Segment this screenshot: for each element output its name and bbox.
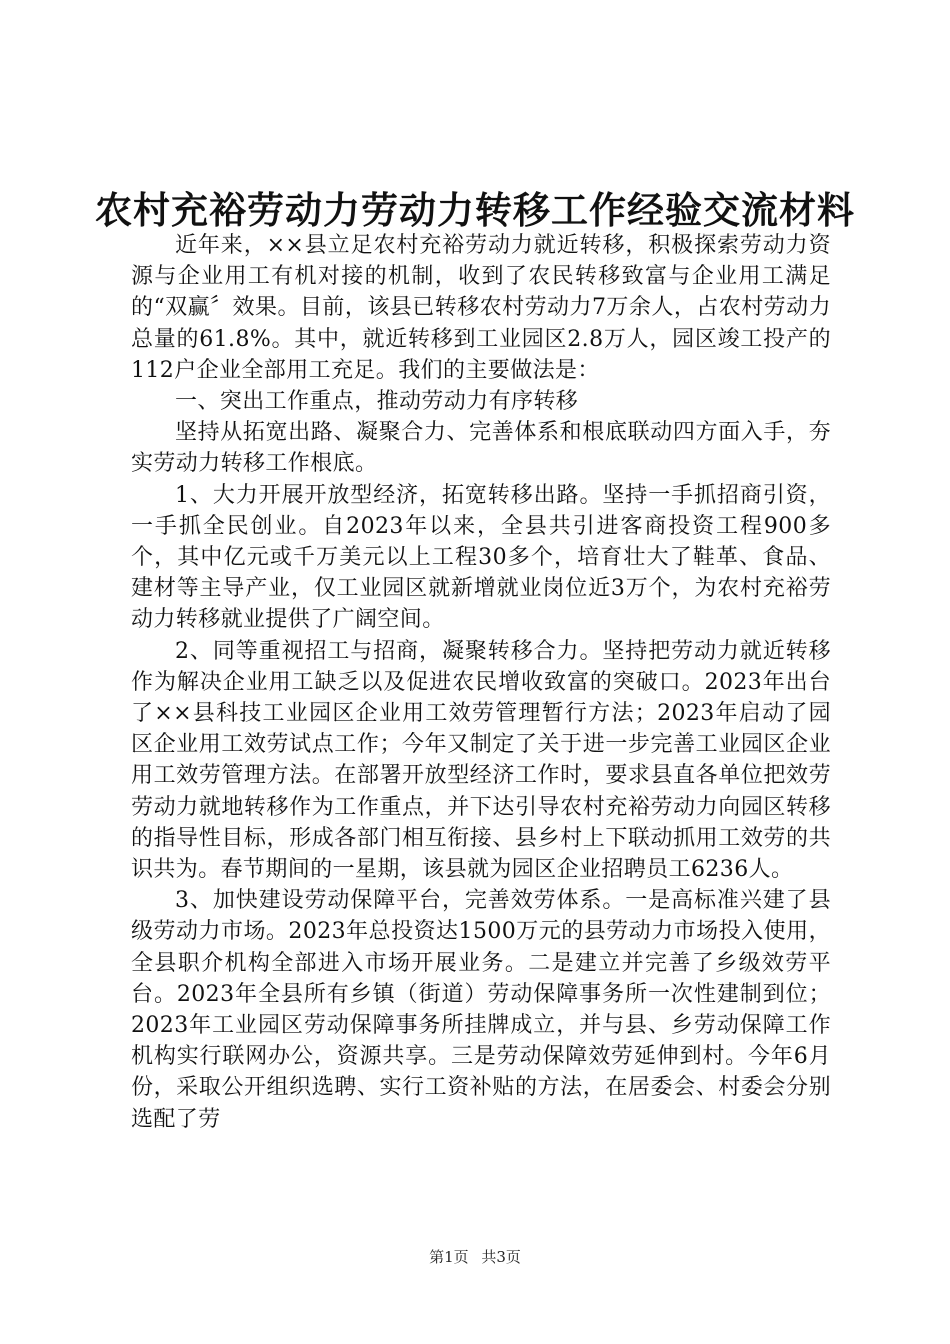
paragraph-item-3: 3、加快建设劳动保障平台，完善效劳体系。一是高标准兴建了县级劳动力市场。2023年总投资达1500万元的县劳动力市场投入使用，全县职介机构全部进入市场开展业务。二是建立并完善了乡级效劳平台。2023年全县所有乡镇（街道）劳动保障事务所一次性建制到位；2023年工业园区劳动保障事务所挂牌成立，并与县、乡劳动保障工作机构实行联网办公，资源共享。三是劳动保障效劳延伸到村。今年6月份，采取公开组织选聘、实行工资补贴的方法，在居委会、村委会分别选配了劳 [131,888,831,1132]
page-footer [0,1247,950,1267]
paragraph-item-2: 2、同等重视招工与招商，凝聚转移合力。坚持把劳动力就近转移作为解决企业用工缺乏以及促进农民增收致富的突破口。2023年出台了××县科技工业园区企业用工效劳管理暂行方法；2023年启动了园区企业用工效劳试点工作；今年又制定了关于进一步完善工业园区企业用工效劳管理方法。在部署开放型经济工作时，要求县直各单位把效劳劳动力就地转移作为工作重点，并下达引导农村充裕劳动力向园区转移的指导性目标，形成各部门相互衔接、县乡村上下联动抓用工效劳的共识共为。春节期间的一星期，该县就为园区企业招聘员工6236人。 [131,638,831,883]
document-title: 农村充裕劳动力劳动力转移工作经验交流材料 [95,188,855,232]
page-number: 第1页 [429,1248,469,1266]
paragraph-intro: 近年来，××县立足农村充裕劳动力就近转移，积极探索劳动力资源与企业用工有机对接的机制，收到了农民转移致富与企业用工满足的“双赢〞效果。目前，该县已转移农村劳动力7万余人，占农村劳动力总量的61.8%。其中，就近转移到工业园区2.8万人，园区竣工投产的112户企业全部用工充足。我们的主要做法是： [131,233,831,383]
paragraph-overview: 坚持从拓宽出路、凝聚合力、完善体系和根底联动四方面入手，夯实劳动力转移工作根底。 [131,420,831,477]
paragraph-item-1: 1、大力开展开放型经济，拓宽转移出路。坚持一手抓招商引资，一手抓全民创业。自2023年以来，全县共引进客商投资工程900多个，其中亿元或千万美元以上工程30多个，培育壮大了鞋革、食品、建材等主导产业，仅工业园区就新增就业岗位近3万个，为农村充裕劳动力转移就业提供了广阔空间。 [131,482,831,633]
document-body [131,230,831,1135]
section-heading-1: 一、突出工作重点，推动劳动力有序转移 [175,389,579,415]
page-total: 共3页 [481,1248,521,1266]
